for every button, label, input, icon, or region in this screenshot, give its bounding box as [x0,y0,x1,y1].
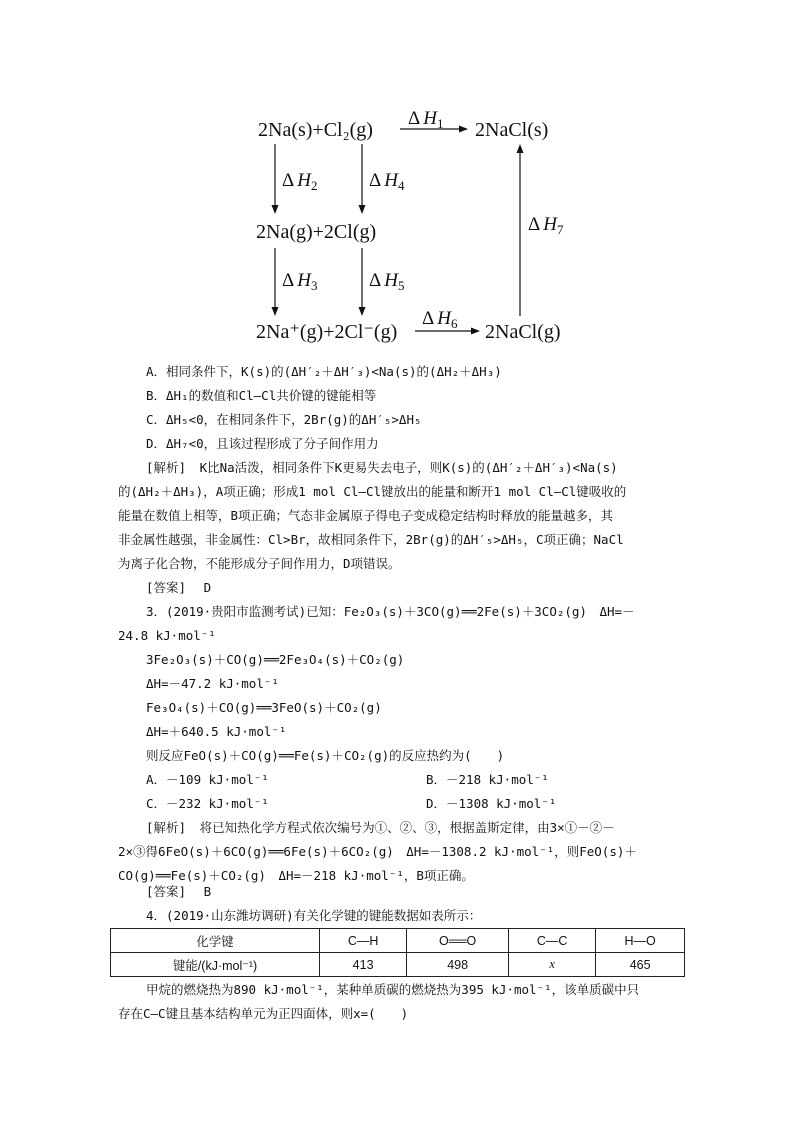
q3-question: 则反应FeO(s)＋CO(g)══Fe(s)＋CO₂(g)的反应热约为( ) [146,748,505,763]
table-cell: 413 [320,953,407,977]
dh6-label: Δ $H_6$ [422,308,458,331]
q3-dh-2: ΔH=－47.2 kJ·mol⁻¹ [146,676,279,691]
table-header-cell: C—H [320,929,407,953]
dh5-label: Δ $H_5$ [369,270,405,293]
option-a-q3: A．－109 kJ·mol⁻¹ [146,772,269,787]
answer-value: B [203,884,212,899]
table-row [111,953,685,977]
table-header-cell: H—O [596,929,685,953]
table-cell: 498 [407,953,509,977]
arrowhead-dh7 [517,144,524,153]
table-cell: 465 [596,953,685,977]
label-2nacl-s: 2NaCl(s) [475,119,549,141]
label-2nacl-g: 2NaCl(g) [485,321,561,343]
answer-q3 [146,880,211,904]
q4-stem-line-3: 存在C—C键且基本结构单元为正四面体，则x=( ) [118,1006,409,1021]
option-b-q3: B．－218 kJ·mol⁻¹ [426,772,549,787]
analysis-q2-line-5: 为离子化合物，不能形成分子间作用力，D项错误。 [118,556,401,571]
dh2-label: Δ $H_2$ [282,170,318,193]
arrowhead-dh6 [471,328,480,335]
analysis-q3-text-1: 将已知热化学方程式依次编号为①、②、③，根据盖斯定律，由3×①－②－ [199,820,615,835]
label-2na-s-cl2-g: 2Na(s)+Cl₂(g) [258,119,373,141]
option-d-q3: D．－1308 kJ·mol⁻¹ [426,796,557,811]
analysis-q2-text-1: K比Na活泼，相同条件下K更易失去电子，则K(s)的(ΔH′₂＋ΔH′₃)<Na(s) [199,460,618,475]
q4-stem-line-1: 4．(2019·山东潍坊调研)有关化学键的键能数据如表所示： [146,908,482,923]
q4-stem-line-2: 甲烷的燃烧热为890 kJ·mol⁻¹，某种单质碳的燃烧热为395 kJ·mol⁻¹，该单质碳中只 [146,982,640,997]
answer-tag: [答案] [146,580,187,595]
dh7-label: Δ $H_7$ [528,214,564,237]
q3-stem-line-1: 3．(2019·贵阳市监测考试)已知：Fe₂O₃(s)＋3CO(g)══2Fe(s)＋3CO₂(g) ΔH=－ [146,604,635,619]
option-c-q2: C．ΔH₅<0，在相同条件下，2Br(g)的ΔH′₅>ΔH₅ [146,412,422,427]
option-d-q2: D．ΔH₇<0，且该过程形成了分子间作用力 [146,436,379,451]
arrowhead-dh1 [459,126,468,133]
answer-tag: [答案] [146,884,187,899]
dh1-label: Δ $H_1$ [408,108,444,131]
analysis-q3-line-3: CO(g)══Fe(s)＋CO₂(g) ΔH=－218 kJ·mol⁻¹，B项正确。 [118,868,474,883]
q3-equation-3: Fe₃O₄(s)＋CO(g)══3FeO(s)＋CO₂(g) [146,700,382,715]
analysis-tag: [解析] [146,460,187,475]
table-header-row [111,929,685,953]
label-2na-g-2cl-g: 2Na(g)+2Cl(g) [256,221,377,243]
arrowhead-dh2 [272,205,279,214]
analysis-q2-line-1 [146,456,618,480]
q3-stem-line-2: 24.8 kJ·mol⁻¹ [118,628,216,643]
analysis-q2-line-2: 的(ΔH₂＋ΔH₃)，A项正确；形成1 mol Cl—Cl键放出的能量和断开1 mol Cl—Cl键吸收的 [118,484,627,499]
dh3-label: Δ $H_3$ [282,270,318,293]
analysis-tag: [解析] [146,820,187,835]
analysis-q3-line-1 [146,816,615,840]
table-header-cell: C—C [509,929,596,953]
born-haber-cycle-diagram [230,90,630,360]
arrowhead-dh5 [359,307,366,316]
arrowhead-dh3 [272,307,279,316]
arrowhead-dh4 [359,205,366,214]
analysis-q2-line-4: 非金属性越强，非金属性：Cl>Br，故相同条件下，2Br(g)的ΔH′₅>ΔH₅，C项正确；NaCl [118,532,624,547]
table-header-cell: 化学键 [111,929,320,953]
option-c-q3: C．－232 kJ·mol⁻¹ [146,796,269,811]
label-2na-plus-2cl-minus: 2Na⁺(g)+2Cl⁻(g) [256,321,398,343]
answer-value: D [203,580,212,595]
table-cell: x [509,953,596,977]
option-a-q2: A．相同条件下，K(s)的(ΔH′₂＋ΔH′₃)<Na(s)的(ΔH₂＋ΔH₃) [146,364,502,379]
answer-q2 [146,576,211,600]
option-b-q2: B．ΔH₁的数值和Cl—Cl共价键的键能相等 [146,388,377,403]
table-header-cell: O══O [407,929,509,953]
dh4-label: Δ $H_4$ [369,170,405,193]
analysis-q3-line-2: 2×③得6FeO(s)＋6CO(g)══6Fe(s)＋6CO₂(g) ΔH=－1308.2 kJ·mol⁻¹，则FeO(s)＋ [118,844,637,859]
q3-equation-2: 3Fe₂O₃(s)＋CO(g)══2Fe₃O₄(s)＋CO₂(g) [146,652,405,667]
analysis-q2-line-3: 能量在数值上相等，B项正确；气态非金属原子得电子变成稳定结构时释放的能量越多，其 [118,508,614,523]
q3-dh-3: ΔH=＋640.5 kJ·mol⁻¹ [146,724,287,739]
bond-energy-table [110,928,685,977]
table-row-label: 键能/(kJ·mol⁻¹) [111,953,320,977]
